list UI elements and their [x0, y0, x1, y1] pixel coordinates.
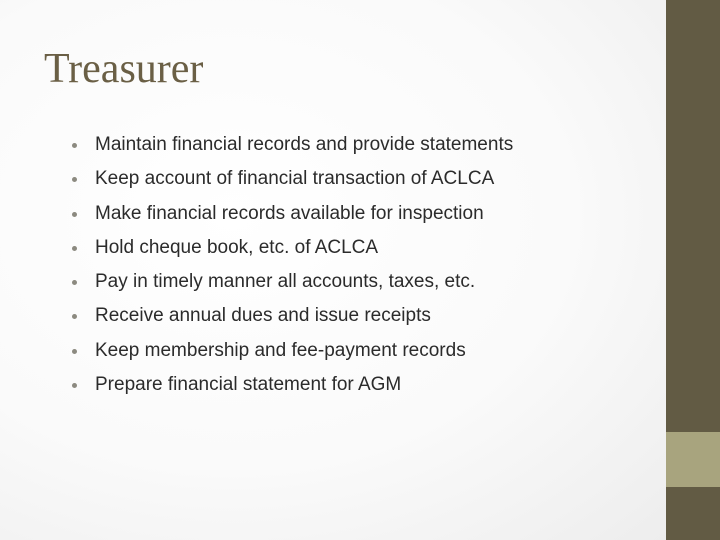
- bullet-dot-icon: [72, 383, 77, 388]
- bullet-text: Pay in timely manner all accounts, taxes, etc.: [95, 271, 476, 293]
- bullet-text: Receive annual dues and issue receipts: [95, 305, 431, 327]
- bullet-item: [72, 336, 513, 370]
- bullet-text: Hold cheque book, etc. of ACLCA: [95, 236, 379, 258]
- bullet-text: Keep membership and fee-payment records: [95, 339, 466, 361]
- bullet-dot-icon: [72, 177, 77, 182]
- bullet-item: [72, 130, 513, 164]
- slide-title: Treasurer: [44, 46, 204, 92]
- bullet-item: [72, 267, 513, 301]
- bullet-text: Keep account of financial transaction of ACLCA: [95, 168, 495, 190]
- bullet-item: [72, 164, 513, 198]
- bullet-item: [72, 199, 513, 233]
- bullet-dot-icon: [72, 246, 77, 251]
- bullet-item: [72, 301, 513, 335]
- bullet-item: [72, 370, 513, 404]
- bullet-dot-icon: [72, 280, 77, 285]
- bullet-item: [72, 233, 513, 267]
- bullet-dot-icon: [72, 314, 77, 319]
- sidebar-accent-band: [666, 432, 720, 487]
- bullet-list: [72, 130, 513, 404]
- bullet-dot-icon: [72, 212, 77, 217]
- bullet-dot-icon: [72, 349, 77, 354]
- bullet-text: Prepare financial statement for AGM: [95, 374, 402, 396]
- sidebar-bottom-band: [666, 487, 720, 540]
- decorative-sidebar: [666, 0, 720, 540]
- bullet-text: Maintain financial records and provide statements: [95, 134, 514, 155]
- bullet-text: Make financial records available for inspection: [95, 202, 484, 224]
- bullet-dot-icon: [72, 143, 77, 148]
- sidebar-dark-band: [666, 0, 720, 432]
